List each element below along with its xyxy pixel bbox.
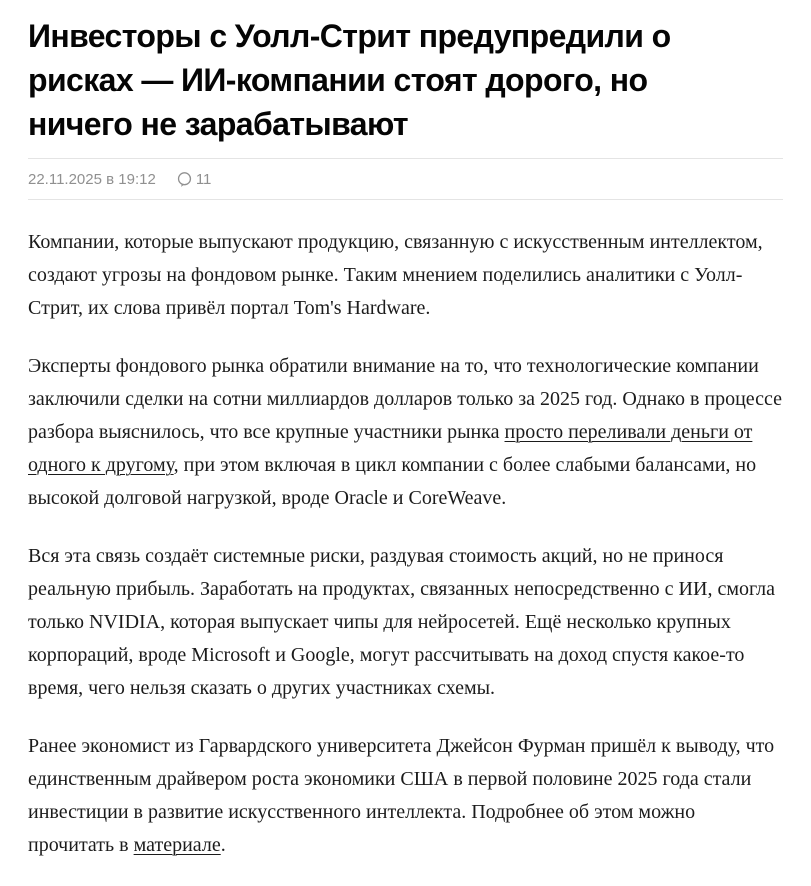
text-segment: Эксперты фондового рынка обратили внимание на то, что технологические компании заключили сделки на сотни миллиардов долларов только за 2025 год. Однако в процессе разбора выяснилось, что все крупные участники рынка (28, 355, 783, 443)
comments-count: 11 (195, 171, 212, 188)
paragraph (28, 350, 783, 515)
text-segment: . (220, 834, 226, 856)
comments-link[interactable] (176, 171, 212, 188)
publish-date: 22.11.2025 в 19:12 (28, 171, 156, 188)
article-meta (28, 159, 783, 199)
text-segment: Ранее экономист из Гарвардского университета Джейсон Фурман пришёл к выводу, что единственным драйвером роста экономики США в первой половине 2025 года стали инвестиции в развитие искусственного интеллекта. Подробнее об этом можно прочитать в (28, 735, 775, 856)
paragraph (28, 226, 783, 325)
inline-link[interactable]: материале (133, 834, 221, 856)
text-segment: , при этом включая в цикл компании с более слабыми балансами, но высокой долговой нагрузкой, вроде Oracle и CoreWeave. (28, 454, 757, 509)
comment-bubble-icon (176, 171, 193, 188)
paragraph (28, 540, 783, 705)
article-body (28, 200, 783, 862)
text-segment: Вся эта связь создаёт системные риски, раздувая стоимость акций, но не принося реальную прибыль. Заработать на продуктах, связанных непосредственно с ИИ, смогла только NVIDIA, которая выпускает чипы для нейросетей. Ещё несколько крупных корпораций, вроде Microsoft и Google, могут рассчитывать на доход спустя какое-то время, чего нельзя сказать о других участниках схемы. (28, 545, 776, 699)
inline-link[interactable]: просто переливали деньги от одного к другому (28, 421, 753, 476)
article-title: Инвесторы с Уолл-Стрит предупредили о рисках — ИИ-компании стоят дорого, но ничего не зарабатывают (28, 18, 671, 142)
paragraph (28, 730, 783, 862)
text-segment: Компании, которые выпускают продукцию, связанную с искусственным интеллектом, создают угрозы на фондовом рынке. Таким мнением поделились аналитики с Уолл-Стрит, их слова привёл портал Tom's Hardware. (28, 231, 763, 319)
